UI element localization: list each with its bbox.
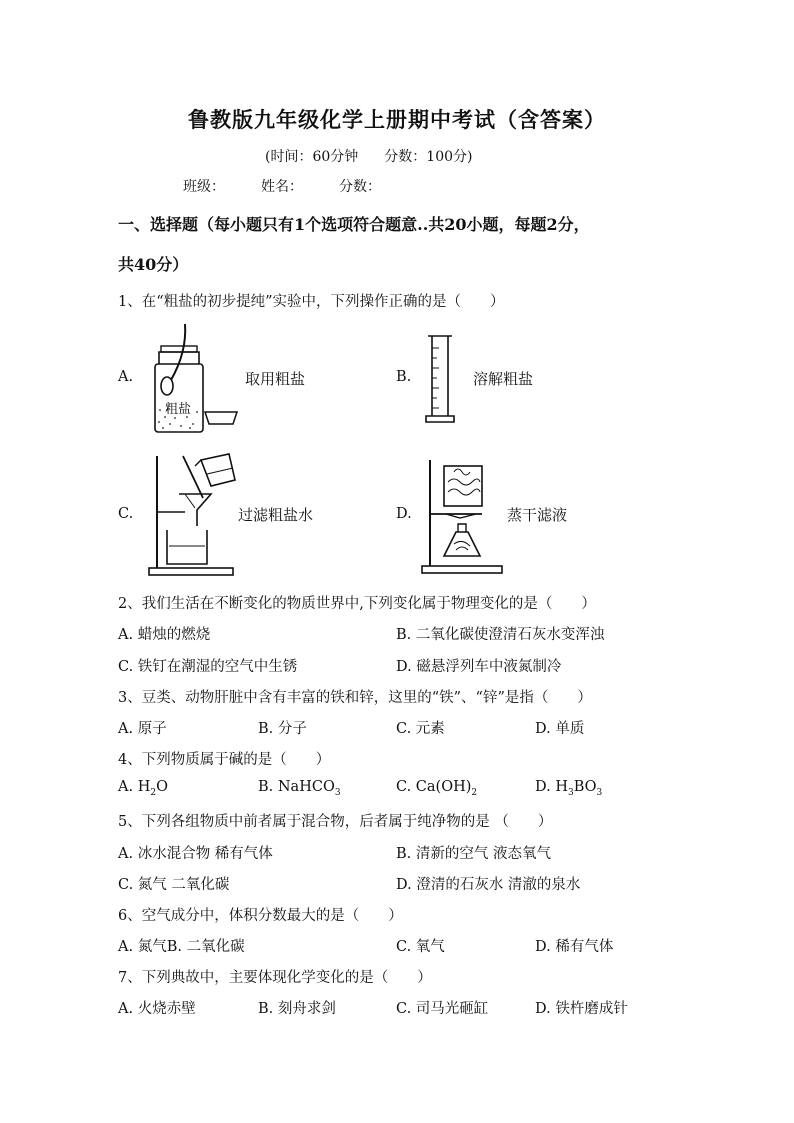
q1-option-a-letter: A.	[118, 369, 134, 385]
q5-option-d[interactable]: D. 澄清的石灰水 清澈的泉水	[396, 877, 581, 893]
q5-option-a[interactable]: A. 冰水混合物 稀有气体	[118, 846, 273, 862]
question-1-stem: 1、在“粗盐的初步提纯”实验中，下列操作正确的是（ ）	[118, 294, 505, 310]
q6-option-d[interactable]: D. 稀有气体	[535, 939, 614, 955]
page-title: 鲁教版九年级化学上册期中考试（含答案）	[188, 107, 606, 132]
exam-score: 分数：100分)	[384, 149, 473, 165]
q1-option-c-caption: 过滤粗盐水	[238, 506, 314, 524]
q3-option-d[interactable]: D. 单质	[535, 721, 585, 737]
name-field: 姓名：	[261, 179, 303, 195]
q5-option-c[interactable]: C. 氮气 二氧化碳	[118, 877, 230, 893]
evaporation-setup-icon	[420, 452, 510, 576]
q4-option-b[interactable]: B. NaHCO$_3$	[258, 779, 341, 798]
student-info	[183, 176, 417, 196]
q2-option-c[interactable]: C. 铁钉在潮湿的空气中生锈	[118, 659, 298, 675]
exam-time: (时间：60分钟	[265, 149, 359, 165]
graduated-cylinder-icon	[424, 332, 464, 424]
q3-option-b[interactable]: B. 分子	[258, 721, 307, 737]
q2-option-b[interactable]: B. 二氧化碳使澄清石灰水变浑浊	[396, 627, 605, 643]
q4-option-c[interactable]: C. $Ca(OH)_2$	[396, 779, 478, 798]
q1-option-c-letter: C.	[118, 506, 134, 522]
class-field: 班级：	[183, 179, 225, 195]
section-heading-line1: 一、选择题（每小题只有1个选项符合题意..共20小题，每题2分，	[118, 215, 590, 234]
question-3-stem: 3、豆类、动物肝脏中含有丰富的铁和锌，这里的“铁”、“锌”是指（ ）	[118, 690, 592, 706]
filtration-setup-icon	[145, 450, 245, 578]
q7-option-a[interactable]: A. 火烧赤壁	[118, 1001, 196, 1017]
question-5-stem: 5、下列各组物质中前者属于混合物，后者属于纯净物的是 （ ）	[118, 814, 553, 830]
q2-option-d[interactable]: D. 磁悬浮列车中液氮制冷	[396, 659, 562, 675]
score-field: 分数：	[339, 179, 381, 195]
salt-jar-spoon-icon	[145, 322, 255, 437]
q7-option-b[interactable]: B. 刻舟求剑	[258, 1001, 336, 1017]
section-heading-line2: 共40分）	[118, 255, 189, 274]
q1-option-b-letter: B.	[396, 369, 412, 385]
q2-option-a[interactable]: A. 蜡烛的燃烧	[118, 627, 211, 643]
q1-option-d-caption: 蒸干滤液	[507, 506, 568, 524]
q1-option-b-caption: 溶解粗盐	[473, 370, 534, 388]
q5-option-b[interactable]: B. 清新的空气 液态氧气	[396, 846, 551, 862]
q1-option-a-caption: 取用粗盐	[245, 370, 306, 388]
question-4-stem: 4、下列物质属于碱的是（ ）	[118, 752, 331, 768]
q1-option-d-letter: D.	[396, 506, 412, 522]
question-6-stem: 6、空气成分中，体积分数最大的是（ ）	[118, 908, 403, 924]
question-2-stem: 2、我们生活在不断变化的物质世界中,下列变化属于物理变化的是（ ）	[118, 596, 596, 612]
q7-option-d[interactable]: D. 铁杵磨成针	[535, 1001, 628, 1017]
q4-option-d[interactable]: D. $H_3BO_3$	[535, 779, 603, 798]
q3-option-c[interactable]: C. 元素	[396, 721, 445, 737]
q6-option-a-b[interactable]: A. 氮气B. 二氧化碳	[118, 939, 245, 955]
exam-time-score	[265, 146, 472, 166]
q3-option-a[interactable]: A. 原子	[118, 721, 167, 737]
q7-option-c[interactable]: C. 司马光砸缸	[396, 1001, 489, 1017]
q6-option-c[interactable]: C. 氧气	[396, 939, 445, 955]
question-7-stem: 7、下列典故中，主要体现化学变化的是（ ）	[118, 970, 432, 986]
q4-option-a[interactable]: A. $H_2O$	[118, 779, 168, 798]
salt-jar-label: 粗盐	[165, 402, 192, 417]
